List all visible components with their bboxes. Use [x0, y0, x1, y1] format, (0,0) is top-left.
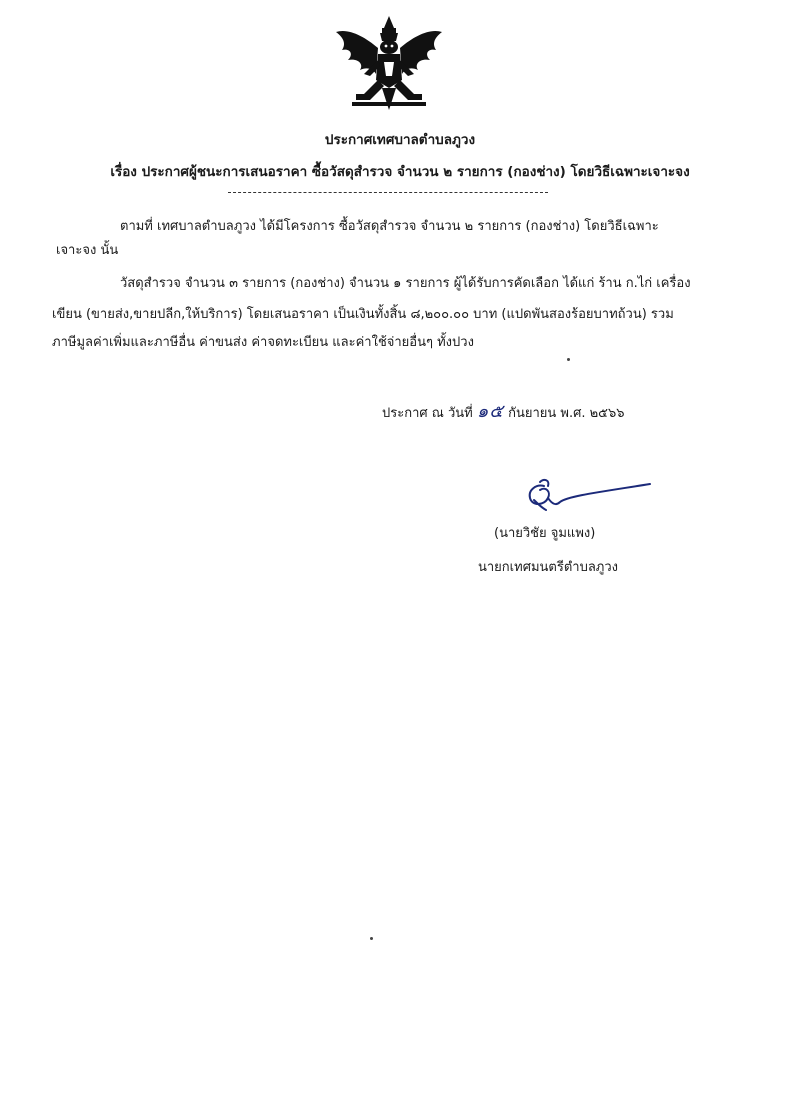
handwritten-day: ๑๕	[476, 401, 504, 422]
signer-position: นายกเทศมนตรีตำบลภูวง	[478, 560, 618, 575]
body-paragraph-2-line-3: ภาษีมูลค่าเพิ่มและภาษีอื่น ค่าขนส่ง ค่าจดทะเบียน และค่าใช้จ่ายอื่นๆ ทั้งปวง	[52, 335, 474, 350]
signer-name: (นายวิชัย จูมแพง)	[494, 526, 596, 541]
scan-speck	[567, 358, 570, 361]
date-prefix: ประกาศ ณ วันที่	[382, 406, 473, 421]
title-divider	[228, 192, 548, 193]
body-paragraph-2-line-1: วัสดุสำรวจ จำนวน ๓ รายการ (กองช่าง) จำนวน ๑ รายการ ผู้ได้รับการคัดเลือก ได้แก่ ร้าน ก.ไก่ เครื่อง	[120, 276, 691, 291]
handwritten-signature	[520, 476, 656, 516]
body-paragraph-1-line-1: ตามที่ เทศบาลตำบลภูวง ได้มีโครงการ ซื้อวัสดุสำรวจ จำนวน ๒ รายการ (กองช่าง) โดยวิธีเฉพาะ	[120, 219, 659, 234]
announcement-subject: เรื่อง ประกาศผู้ชนะการเสนอราคา ซื้อวัสดุสำรวจ จำนวน ๒ รายการ (กองช่าง) โดยวิธีเฉพาะเจาะจง	[110, 164, 690, 180]
body-paragraph-2-line-2: เขียน (ขายส่ง,ขายปลีก,ให้บริการ) โดยเสนอราคา เป็นเงินทั้งสิ้น ๘,๒๐๐.๐๐ บาท (แปดพันสองร้อยบาทถ้วน) รวม	[52, 307, 674, 322]
garuda-emblem-icon	[334, 14, 444, 112]
body-paragraph-1-line-2: เจาะจง นั้น	[56, 243, 119, 258]
announcement-title: ประกาศเทศบาลตำบลภูวง	[324, 132, 476, 148]
date-month-year: กันยายน พ.ศ. ๒๕๖๖	[508, 406, 625, 421]
announcement-date	[382, 396, 625, 425]
scan-speck	[370, 937, 373, 940]
